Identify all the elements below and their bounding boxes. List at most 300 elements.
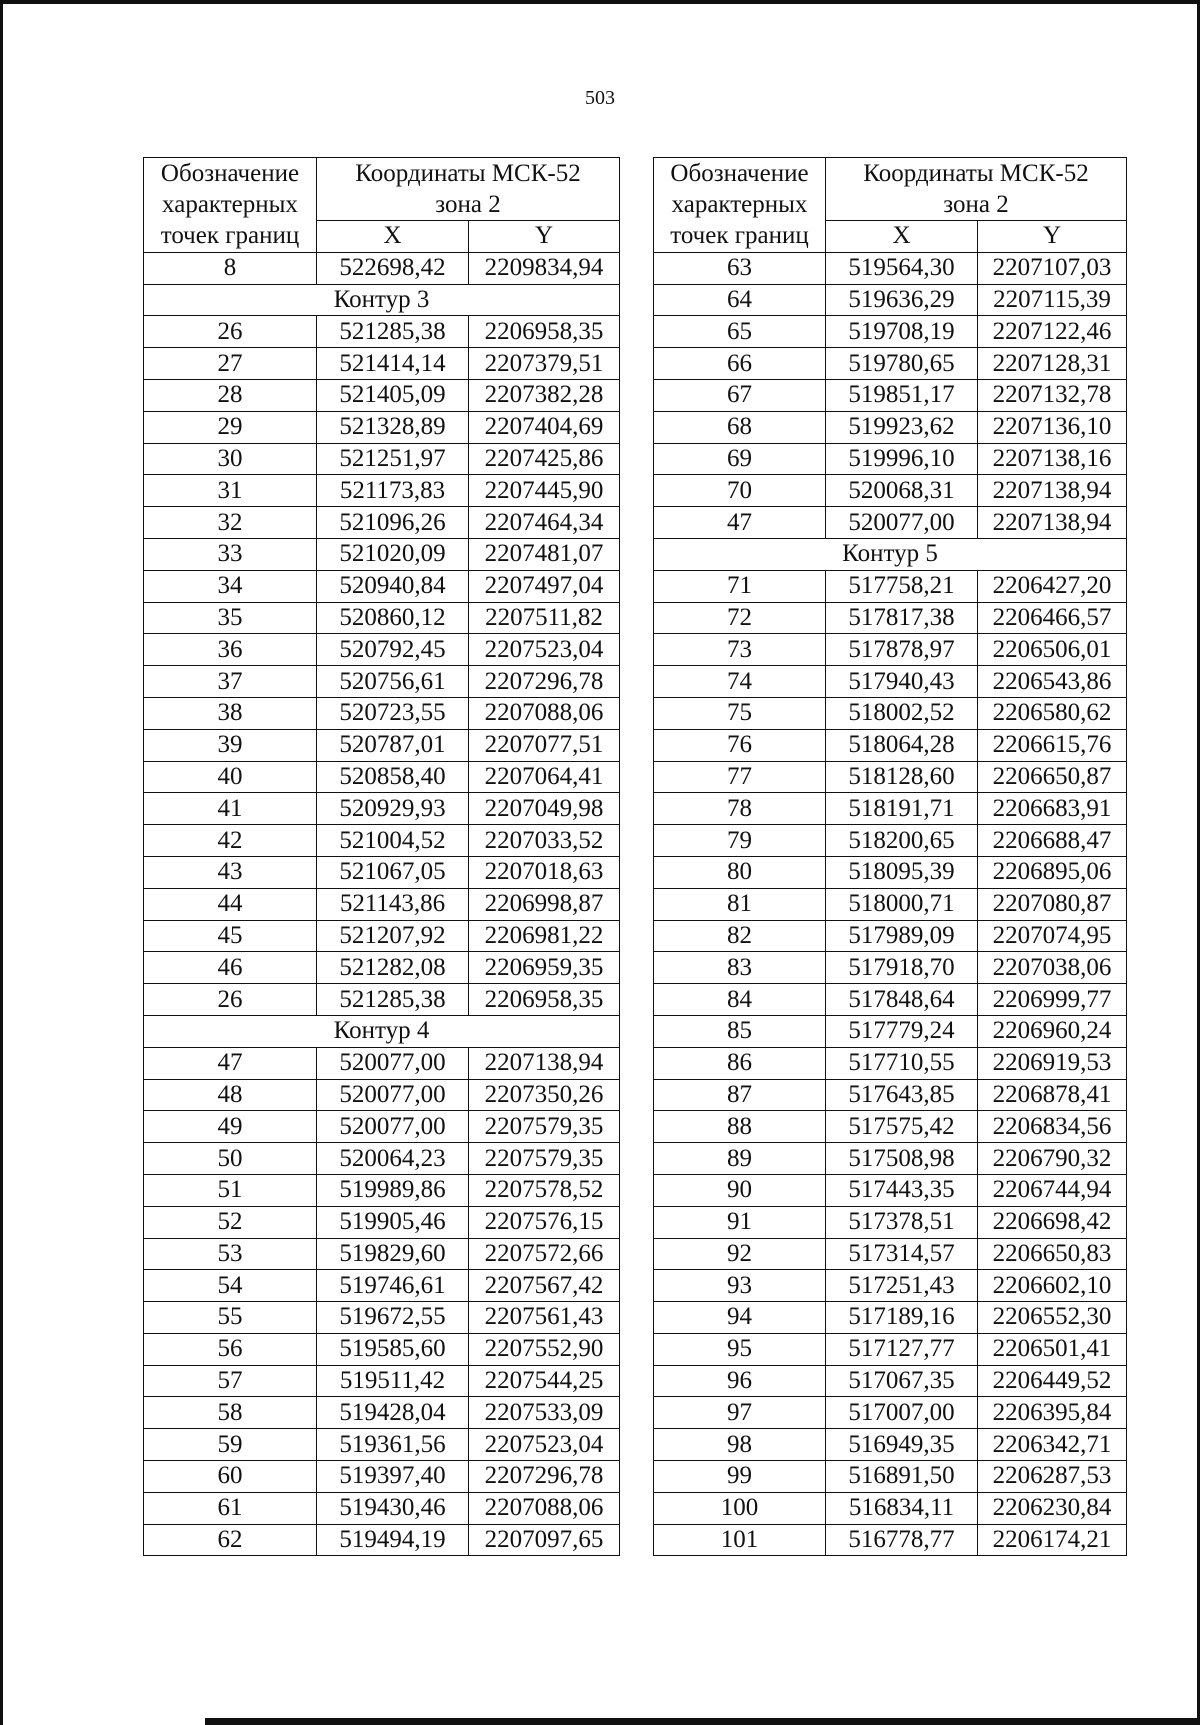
table-row bbox=[654, 1397, 1127, 1429]
y-coordinate-cell: 2206543,86 bbox=[978, 666, 1127, 698]
y-coordinate-cell: 2206698,42 bbox=[978, 1206, 1127, 1238]
page-frame-bottom bbox=[205, 1718, 1200, 1725]
table-row bbox=[654, 1238, 1127, 1270]
point-id-cell: 87 bbox=[654, 1079, 826, 1111]
table-row bbox=[144, 1461, 620, 1493]
table-row bbox=[654, 952, 1127, 984]
x-coordinate-cell: 519708,19 bbox=[826, 316, 978, 348]
table-row bbox=[144, 1302, 620, 1334]
section-title: Контур 5 bbox=[654, 538, 1127, 570]
table-row bbox=[144, 761, 620, 793]
x-coordinate-cell: 519905,46 bbox=[317, 1206, 469, 1238]
x-coordinate-cell: 520792,45 bbox=[317, 634, 469, 666]
y-coordinate-cell: 2206960,24 bbox=[978, 1015, 1127, 1047]
point-label-header-line2: характерных bbox=[162, 191, 298, 219]
point-id-cell: 76 bbox=[654, 729, 826, 761]
x-coordinate-cell: 520723,55 bbox=[317, 697, 469, 729]
point-id-cell: 99 bbox=[654, 1461, 826, 1493]
x-coordinate-cell: 519494,19 bbox=[317, 1524, 469, 1556]
point-id-cell: 92 bbox=[654, 1238, 826, 1270]
table-row bbox=[144, 348, 620, 380]
y-coordinate-cell: 2207128,31 bbox=[978, 348, 1127, 380]
table-row bbox=[144, 1397, 620, 1429]
x-coordinate-cell: 519564,30 bbox=[826, 252, 978, 284]
coordinates-table-left bbox=[143, 157, 620, 1556]
y-coordinate-cell: 2206895,06 bbox=[978, 856, 1127, 888]
table-row bbox=[654, 1079, 1127, 1111]
table-row bbox=[654, 1492, 1127, 1524]
point-id-cell: 64 bbox=[654, 284, 826, 316]
point-id-cell: 26 bbox=[144, 316, 317, 348]
x-coordinate-cell: 520858,40 bbox=[317, 761, 469, 793]
x-coordinate-cell: 521328,89 bbox=[317, 411, 469, 443]
point-id-cell: 89 bbox=[654, 1143, 826, 1175]
table-row bbox=[654, 666, 1127, 698]
point-label-header-line3: точек границ bbox=[160, 222, 300, 250]
y-coordinate-cell: 2206427,20 bbox=[978, 570, 1127, 602]
x-coordinate-cell: 520077,00 bbox=[826, 507, 978, 539]
point-id-cell: 26 bbox=[144, 984, 317, 1016]
table-row bbox=[654, 793, 1127, 825]
y-coordinate-cell: 2207033,52 bbox=[469, 825, 620, 857]
x-coordinate-cell: 518200,65 bbox=[826, 825, 978, 857]
point-id-cell: 55 bbox=[144, 1302, 317, 1334]
point-id-cell: 51 bbox=[144, 1174, 317, 1206]
x-coordinate-cell: 520860,12 bbox=[317, 602, 469, 634]
y-coordinate-cell: 2207350,26 bbox=[469, 1079, 620, 1111]
y-coordinate-cell: 2207533,09 bbox=[469, 1397, 620, 1429]
page-frame-left bbox=[0, 0, 3, 1725]
table-row bbox=[654, 1111, 1127, 1143]
x-coordinate-cell: 521173,83 bbox=[317, 475, 469, 507]
table-row bbox=[654, 475, 1127, 507]
y-coordinate-cell: 2206552,30 bbox=[978, 1302, 1127, 1334]
table-row bbox=[144, 411, 620, 443]
table-row bbox=[654, 761, 1127, 793]
x-coordinate-cell: 517989,09 bbox=[826, 920, 978, 952]
table-row bbox=[654, 984, 1127, 1016]
point-id-cell: 97 bbox=[654, 1397, 826, 1429]
coordinates-header-line1: Координаты МСК-52 bbox=[355, 160, 581, 187]
table-row bbox=[144, 570, 620, 602]
point-id-cell: 73 bbox=[654, 634, 826, 666]
point-id-cell: 101 bbox=[654, 1524, 826, 1556]
y-coordinate-cell: 2207404,69 bbox=[469, 411, 620, 443]
y-coordinate-cell: 2207138,94 bbox=[978, 507, 1127, 539]
point-id-cell: 35 bbox=[144, 602, 317, 634]
y-coordinate-cell: 2207425,86 bbox=[469, 443, 620, 475]
point-id-cell: 37 bbox=[144, 666, 317, 698]
x-coordinate-cell: 518064,28 bbox=[826, 729, 978, 761]
y-coordinate-cell: 2207578,52 bbox=[469, 1174, 620, 1206]
table-row bbox=[144, 316, 620, 348]
point-label-header-line2: характерных bbox=[671, 191, 808, 219]
point-id-cell: 61 bbox=[144, 1492, 317, 1524]
point-id-cell: 63 bbox=[654, 252, 826, 284]
point-id-cell: 95 bbox=[654, 1333, 826, 1365]
y-coordinate-cell: 2206342,71 bbox=[978, 1429, 1127, 1461]
x-coordinate-cell: 517443,35 bbox=[826, 1174, 978, 1206]
point-id-cell: 77 bbox=[654, 761, 826, 793]
y-coordinate-cell: 2206650,87 bbox=[978, 761, 1127, 793]
point-id-cell: 42 bbox=[144, 825, 317, 857]
x-coordinate-cell: 519989,86 bbox=[317, 1174, 469, 1206]
y-coordinate-cell: 2206174,21 bbox=[978, 1524, 1127, 1556]
y-coordinate-cell: 2207511,82 bbox=[469, 602, 620, 634]
x-coordinate-cell: 521004,52 bbox=[317, 825, 469, 857]
y-coordinate-cell: 2206834,56 bbox=[978, 1111, 1127, 1143]
table-row bbox=[654, 1429, 1127, 1461]
table-row bbox=[654, 920, 1127, 952]
point-label-header-line3: точек границ bbox=[670, 222, 809, 250]
point-id-cell: 46 bbox=[144, 952, 317, 984]
point-label-header bbox=[654, 158, 826, 253]
x-coordinate-cell: 517314,57 bbox=[826, 1238, 978, 1270]
table-row bbox=[144, 1524, 620, 1556]
x-coordinate-cell: 521414,14 bbox=[317, 348, 469, 380]
x-coordinate-cell: 518000,71 bbox=[826, 888, 978, 920]
table-body-right bbox=[654, 252, 1127, 1556]
x-coordinate-cell: 520756,61 bbox=[317, 666, 469, 698]
table-row bbox=[654, 888, 1127, 920]
x-coordinate-cell: 519851,17 bbox=[826, 379, 978, 411]
x-coordinate-cell: 520077,00 bbox=[317, 1079, 469, 1111]
y-coordinate-cell: 2207136,10 bbox=[978, 411, 1127, 443]
x-coordinate-cell: 520077,00 bbox=[317, 1111, 469, 1143]
y-coordinate-cell: 2206981,22 bbox=[469, 920, 620, 952]
table-row bbox=[654, 1206, 1127, 1238]
point-id-cell: 30 bbox=[144, 443, 317, 475]
y-coordinate-cell: 2206744,94 bbox=[978, 1174, 1127, 1206]
y-coordinate-cell: 2207579,35 bbox=[469, 1143, 620, 1175]
y-coordinate-cell: 2206688,47 bbox=[978, 825, 1127, 857]
y-coordinate-cell: 2207088,06 bbox=[469, 697, 620, 729]
point-id-cell: 45 bbox=[144, 920, 317, 952]
x-coordinate-cell: 517067,35 bbox=[826, 1365, 978, 1397]
point-id-cell: 84 bbox=[654, 984, 826, 1016]
x-coordinate-cell: 517779,24 bbox=[826, 1015, 978, 1047]
table-row bbox=[144, 920, 620, 952]
y-coordinate-cell: 2207132,78 bbox=[978, 379, 1127, 411]
y-coordinate-cell: 2207074,95 bbox=[978, 920, 1127, 952]
table-row bbox=[144, 1047, 620, 1079]
point-id-cell: 32 bbox=[144, 507, 317, 539]
y-coordinate-cell: 2206615,76 bbox=[978, 729, 1127, 761]
y-coordinate-cell: 2207523,04 bbox=[469, 1429, 620, 1461]
y-coordinate-cell: 2207523,04 bbox=[469, 634, 620, 666]
table-row bbox=[144, 825, 620, 857]
x-coordinate-cell: 516891,50 bbox=[826, 1461, 978, 1493]
point-id-cell: 49 bbox=[144, 1111, 317, 1143]
x-coordinate-cell: 517710,55 bbox=[826, 1047, 978, 1079]
point-id-cell: 81 bbox=[654, 888, 826, 920]
y-coordinate-cell: 2207382,28 bbox=[469, 379, 620, 411]
point-id-cell: 79 bbox=[654, 825, 826, 857]
x-coordinate-cell: 520068,31 bbox=[826, 475, 978, 507]
table-row bbox=[144, 1111, 620, 1143]
x-coordinate-cell: 519397,40 bbox=[317, 1461, 469, 1493]
table-row bbox=[144, 1270, 620, 1302]
x-coordinate-cell: 522698,42 bbox=[317, 252, 469, 284]
point-id-cell: 66 bbox=[654, 348, 826, 380]
y-coordinate-cell: 2207296,78 bbox=[469, 1461, 620, 1493]
table-row bbox=[144, 379, 620, 411]
table-row bbox=[144, 1365, 620, 1397]
y-coordinate-cell: 2207097,65 bbox=[469, 1524, 620, 1556]
point-id-cell: 8 bbox=[144, 252, 317, 284]
table-row bbox=[654, 1174, 1127, 1206]
y-coordinate-cell: 2206395,84 bbox=[978, 1397, 1127, 1429]
x-coordinate-cell: 521282,08 bbox=[317, 952, 469, 984]
table-row bbox=[144, 443, 620, 475]
y-coordinate-cell: 2206958,35 bbox=[469, 316, 620, 348]
coordinates-header bbox=[317, 158, 620, 221]
point-id-cell: 59 bbox=[144, 1429, 317, 1461]
table-row bbox=[144, 793, 620, 825]
x-coordinate-cell: 517940,43 bbox=[826, 666, 978, 698]
x-coordinate-cell: 521285,38 bbox=[317, 316, 469, 348]
table-row bbox=[654, 411, 1127, 443]
y-coordinate-cell: 2206287,53 bbox=[978, 1461, 1127, 1493]
y-coordinate-cell: 2207497,04 bbox=[469, 570, 620, 602]
point-id-cell: 52 bbox=[144, 1206, 317, 1238]
point-id-cell: 69 bbox=[654, 443, 826, 475]
x-coordinate-cell: 519428,04 bbox=[317, 1397, 469, 1429]
x-coordinate-cell: 517643,85 bbox=[826, 1079, 978, 1111]
table-row bbox=[144, 507, 620, 539]
x-coordinate-cell: 517508,98 bbox=[826, 1143, 978, 1175]
table-row bbox=[144, 1206, 620, 1238]
x-coordinate-cell: 519672,55 bbox=[317, 1302, 469, 1334]
point-id-cell: 74 bbox=[654, 666, 826, 698]
x-coordinate-cell: 517817,38 bbox=[826, 602, 978, 634]
y-header: Y bbox=[469, 221, 620, 253]
table-row bbox=[144, 1429, 620, 1461]
y-coordinate-cell: 2207567,42 bbox=[469, 1270, 620, 1302]
y-header: Y bbox=[978, 221, 1127, 253]
coordinates-table-right bbox=[653, 157, 1127, 1556]
table-row bbox=[144, 1143, 620, 1175]
y-coordinate-cell: 2206790,32 bbox=[978, 1143, 1127, 1175]
point-id-cell: 62 bbox=[144, 1524, 317, 1556]
section-row bbox=[144, 284, 620, 316]
point-id-cell: 40 bbox=[144, 761, 317, 793]
table-row bbox=[144, 1079, 620, 1111]
point-id-cell: 65 bbox=[654, 316, 826, 348]
x-coordinate-cell: 520940,84 bbox=[317, 570, 469, 602]
y-coordinate-cell: 2206683,91 bbox=[978, 793, 1127, 825]
table-row bbox=[654, 1461, 1127, 1493]
x-coordinate-cell: 520787,01 bbox=[317, 729, 469, 761]
x-coordinate-cell: 521405,09 bbox=[317, 379, 469, 411]
point-label-header bbox=[144, 158, 317, 253]
x-coordinate-cell: 519585,60 bbox=[317, 1333, 469, 1365]
coordinates-header-line2: зона 2 bbox=[943, 191, 1009, 218]
point-id-cell: 86 bbox=[654, 1047, 826, 1079]
section-row bbox=[654, 538, 1127, 570]
point-id-cell: 44 bbox=[144, 888, 317, 920]
table-row bbox=[654, 1524, 1127, 1556]
y-coordinate-cell: 2206501,41 bbox=[978, 1333, 1127, 1365]
table-row bbox=[144, 634, 620, 666]
table-row bbox=[654, 729, 1127, 761]
y-coordinate-cell: 2207018,63 bbox=[469, 856, 620, 888]
coordinates-header bbox=[826, 158, 1127, 221]
page-number: 503 bbox=[585, 87, 615, 109]
x-coordinate-cell: 517251,43 bbox=[826, 1270, 978, 1302]
x-coordinate-cell: 521143,86 bbox=[317, 888, 469, 920]
y-coordinate-cell: 2206506,01 bbox=[978, 634, 1127, 666]
table-row bbox=[654, 348, 1127, 380]
x-coordinate-cell: 517189,16 bbox=[826, 1302, 978, 1334]
y-coordinate-cell: 2207464,34 bbox=[469, 507, 620, 539]
y-coordinate-cell: 2206958,35 bbox=[469, 984, 620, 1016]
point-id-cell: 31 bbox=[144, 475, 317, 507]
table-row bbox=[144, 888, 620, 920]
point-id-cell: 71 bbox=[654, 570, 826, 602]
table-row bbox=[654, 1333, 1127, 1365]
x-coordinate-cell: 517878,97 bbox=[826, 634, 978, 666]
y-coordinate-cell: 2206602,10 bbox=[978, 1270, 1127, 1302]
point-id-cell: 28 bbox=[144, 379, 317, 411]
y-coordinate-cell: 2207115,39 bbox=[978, 284, 1127, 316]
table-row bbox=[654, 697, 1127, 729]
table-row bbox=[654, 1143, 1127, 1175]
y-coordinate-cell: 2207138,16 bbox=[978, 443, 1127, 475]
table-row bbox=[144, 538, 620, 570]
point-id-cell: 36 bbox=[144, 634, 317, 666]
table-body-left bbox=[144, 252, 620, 1556]
point-id-cell: 41 bbox=[144, 793, 317, 825]
point-id-cell: 67 bbox=[654, 379, 826, 411]
y-coordinate-cell: 2207080,87 bbox=[978, 888, 1127, 920]
table-row bbox=[144, 729, 620, 761]
page-frame-top bbox=[0, 0, 1200, 4]
x-coordinate-cell: 517007,00 bbox=[826, 1397, 978, 1429]
coordinates-header-line1: Координаты МСК-52 bbox=[863, 160, 1089, 187]
y-coordinate-cell: 2207379,51 bbox=[469, 348, 620, 380]
y-coordinate-cell: 2207088,06 bbox=[469, 1492, 620, 1524]
table-row bbox=[144, 952, 620, 984]
y-coordinate-cell: 2206878,41 bbox=[978, 1079, 1127, 1111]
x-coordinate-cell: 517575,42 bbox=[826, 1111, 978, 1143]
y-coordinate-cell: 2206466,57 bbox=[978, 602, 1127, 634]
point-id-cell: 58 bbox=[144, 1397, 317, 1429]
x-coordinate-cell: 517758,21 bbox=[826, 570, 978, 602]
x-coordinate-cell: 519430,46 bbox=[317, 1492, 469, 1524]
x-coordinate-cell: 516949,35 bbox=[826, 1429, 978, 1461]
y-coordinate-cell: 2207544,25 bbox=[469, 1365, 620, 1397]
section-title: Контур 4 bbox=[144, 1015, 620, 1047]
y-coordinate-cell: 2206919,53 bbox=[978, 1047, 1127, 1079]
point-id-cell: 83 bbox=[654, 952, 826, 984]
x-coordinate-cell: 516834,11 bbox=[826, 1492, 978, 1524]
point-id-cell: 96 bbox=[654, 1365, 826, 1397]
table-row bbox=[654, 284, 1127, 316]
point-id-cell: 43 bbox=[144, 856, 317, 888]
y-coordinate-cell: 2207064,41 bbox=[469, 761, 620, 793]
table-row bbox=[144, 602, 620, 634]
table-row bbox=[654, 1365, 1127, 1397]
point-label-header-line1: Обозначение bbox=[670, 160, 809, 188]
point-id-cell: 90 bbox=[654, 1174, 826, 1206]
y-coordinate-cell: 2207049,98 bbox=[469, 793, 620, 825]
x-coordinate-cell: 521207,92 bbox=[317, 920, 469, 952]
table-row bbox=[144, 697, 620, 729]
table-row bbox=[654, 856, 1127, 888]
point-id-cell: 54 bbox=[144, 1270, 317, 1302]
x-coordinate-cell: 521285,38 bbox=[317, 984, 469, 1016]
y-coordinate-cell: 2206230,84 bbox=[978, 1492, 1127, 1524]
section-row bbox=[144, 1015, 620, 1047]
y-coordinate-cell: 2206959,35 bbox=[469, 952, 620, 984]
point-id-cell: 98 bbox=[654, 1429, 826, 1461]
y-coordinate-cell: 2207561,43 bbox=[469, 1302, 620, 1334]
point-id-cell: 91 bbox=[654, 1206, 826, 1238]
table-row bbox=[654, 379, 1127, 411]
point-id-cell: 75 bbox=[654, 697, 826, 729]
table-row bbox=[654, 1015, 1127, 1047]
x-coordinate-cell: 520929,93 bbox=[317, 793, 469, 825]
x-coordinate-cell: 519996,10 bbox=[826, 443, 978, 475]
table-row bbox=[144, 1492, 620, 1524]
y-coordinate-cell: 2206580,62 bbox=[978, 697, 1127, 729]
y-coordinate-cell: 2209834,94 bbox=[469, 252, 620, 284]
x-coordinate-cell: 517127,77 bbox=[826, 1333, 978, 1365]
x-coordinate-cell: 521020,09 bbox=[317, 538, 469, 570]
point-id-cell: 100 bbox=[654, 1492, 826, 1524]
y-coordinate-cell: 2206449,52 bbox=[978, 1365, 1127, 1397]
point-id-cell: 47 bbox=[144, 1047, 317, 1079]
point-label-header-line1: Обозначение bbox=[160, 160, 300, 188]
table-row bbox=[654, 252, 1127, 284]
y-coordinate-cell: 2207445,90 bbox=[469, 475, 620, 507]
table-row bbox=[144, 984, 620, 1016]
point-id-cell: 27 bbox=[144, 348, 317, 380]
y-coordinate-cell: 2207077,51 bbox=[469, 729, 620, 761]
point-id-cell: 82 bbox=[654, 920, 826, 952]
table-row bbox=[654, 634, 1127, 666]
point-id-cell: 53 bbox=[144, 1238, 317, 1270]
point-id-cell: 60 bbox=[144, 1461, 317, 1493]
x-coordinate-cell: 518128,60 bbox=[826, 761, 978, 793]
x-coordinate-cell: 521067,05 bbox=[317, 856, 469, 888]
x-coordinate-cell: 517378,51 bbox=[826, 1206, 978, 1238]
y-coordinate-cell: 2206998,87 bbox=[469, 888, 620, 920]
point-id-cell: 68 bbox=[654, 411, 826, 443]
x-coordinate-cell: 518095,39 bbox=[826, 856, 978, 888]
point-id-cell: 39 bbox=[144, 729, 317, 761]
table-row bbox=[654, 1270, 1127, 1302]
x-coordinate-cell: 516778,77 bbox=[826, 1524, 978, 1556]
table-row bbox=[654, 570, 1127, 602]
point-id-cell: 56 bbox=[144, 1333, 317, 1365]
point-id-cell: 88 bbox=[654, 1111, 826, 1143]
point-id-cell: 50 bbox=[144, 1143, 317, 1175]
table-row bbox=[144, 1174, 620, 1206]
point-id-cell: 34 bbox=[144, 570, 317, 602]
y-coordinate-cell: 2207579,35 bbox=[469, 1111, 620, 1143]
x-coordinate-cell: 521096,26 bbox=[317, 507, 469, 539]
table-row bbox=[654, 507, 1127, 539]
x-coordinate-cell: 520077,00 bbox=[317, 1047, 469, 1079]
y-coordinate-cell: 2207138,94 bbox=[978, 475, 1127, 507]
x-coordinate-cell: 519829,60 bbox=[317, 1238, 469, 1270]
point-id-cell: 85 bbox=[654, 1015, 826, 1047]
point-id-cell: 48 bbox=[144, 1079, 317, 1111]
point-id-cell: 47 bbox=[654, 507, 826, 539]
y-coordinate-cell: 2207552,90 bbox=[469, 1333, 620, 1365]
